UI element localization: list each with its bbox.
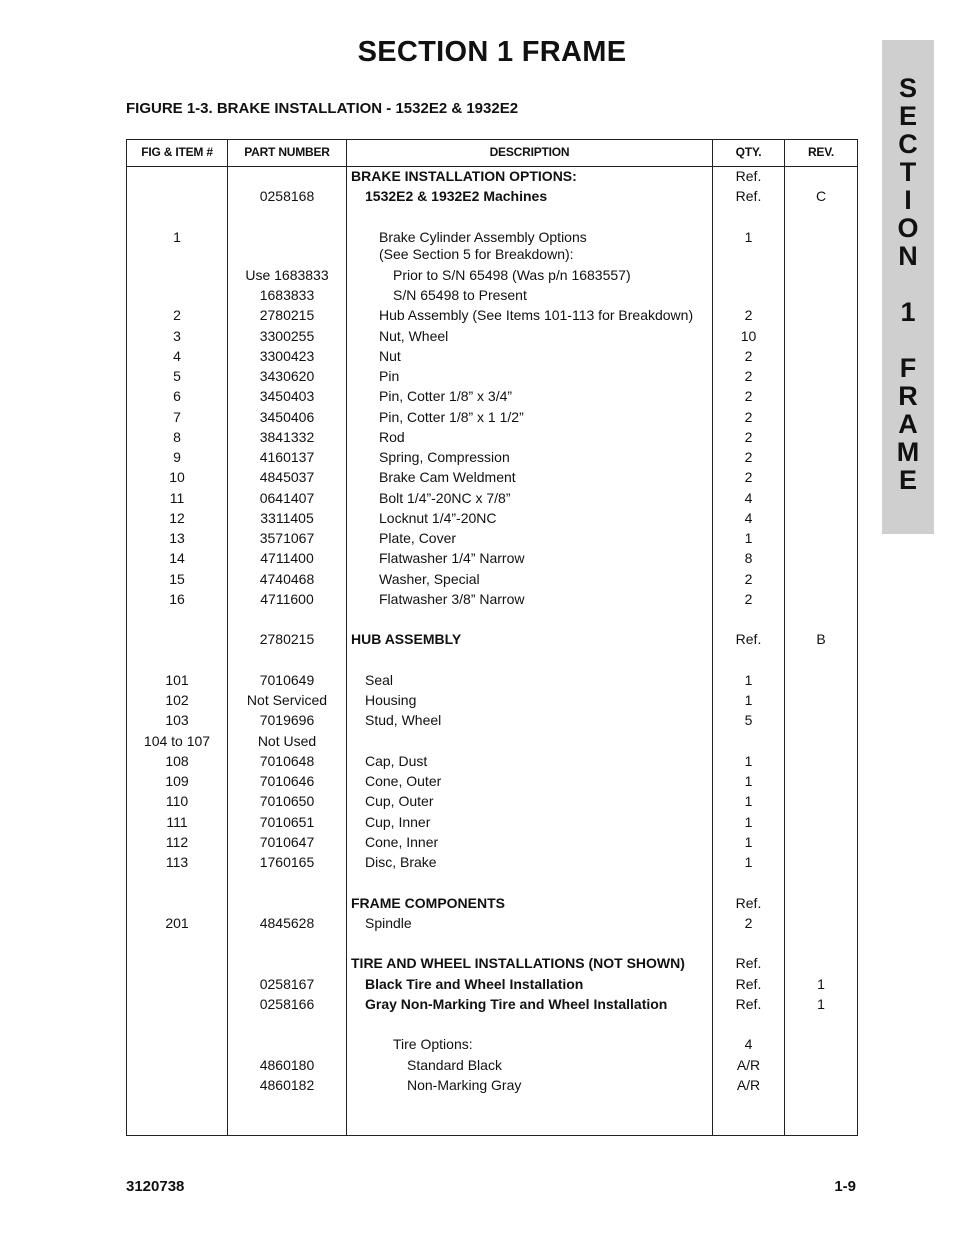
fig-item-cell: 113: [165, 854, 189, 870]
fig-item-cell: 112: [165, 833, 189, 850]
fig-item-cell: 11: [169, 489, 185, 506]
rev-cell: 1: [817, 975, 825, 992]
description-cell: [351, 490, 739, 507]
table-row: [127, 549, 857, 569]
part-number-cell: 0258167: [259, 975, 315, 992]
description-text: FRAME COMPONENTS: [351, 894, 505, 911]
description-text: Cup, Inner: [365, 813, 431, 830]
description-cell: [351, 631, 711, 648]
description-cell: [351, 1057, 767, 1074]
table-row: [127, 1035, 857, 1055]
rev-cell: 1: [817, 995, 825, 1012]
page-number: 1-9: [834, 1178, 856, 1195]
fig-item-cell: 1: [173, 228, 181, 245]
table-row: [127, 752, 857, 772]
side-tab-letter: [882, 326, 934, 354]
fig-item-cell: 2: [173, 307, 181, 324]
qty-cell: 2: [744, 347, 753, 364]
qty-cell: 2: [744, 408, 753, 425]
part-number-cell: 7010649: [259, 671, 315, 688]
fig-item-cell: 101: [165, 671, 189, 688]
side-tab-letter: F: [899, 353, 917, 383]
qty-cell: Ref.: [735, 894, 762, 911]
parts-table: [126, 139, 858, 1136]
header-qty: QTY.: [735, 145, 762, 159]
description-text: Seal: [365, 671, 394, 688]
side-tab-letter: M: [896, 437, 920, 467]
description-text: Spring, Compression: [379, 449, 510, 465]
description-text: Nut: [379, 347, 401, 364]
part-number-cell: 7010648: [259, 752, 315, 769]
description-text: Washer, Special: [379, 570, 480, 587]
description-cell: [351, 976, 725, 993]
qty-cell: A/R: [736, 1076, 761, 1093]
part-number-cell: 2780215: [259, 307, 315, 324]
description-text: Brake Cylinder Assembly Options: [379, 228, 587, 245]
description-cell: [351, 348, 739, 365]
description-text: Tire Options:: [393, 1036, 473, 1053]
side-tab-letter: O: [897, 213, 919, 243]
figure-title: FIGURE 1-3. BRAKE INSTALLATION - 1532E2 & 1932E2: [126, 100, 519, 117]
description-text: TIRE AND WHEEL INSTALLATIONS (NOT SHOWN): [351, 955, 685, 972]
table-spacer-row: [127, 610, 857, 630]
qty-cell: Ref.: [735, 168, 762, 184]
part-number-cell: 4740468: [259, 570, 315, 587]
description-text: Standard Black: [407, 1056, 502, 1073]
side-tab-letter: C: [898, 129, 918, 159]
side-tab-letter: 1: [900, 297, 916, 327]
part-number-cell: Not Serviced: [246, 692, 328, 708]
table-row: [127, 813, 857, 833]
description-cell: [351, 530, 739, 547]
table-row: [127, 529, 857, 549]
part-number-cell: 3571067: [259, 530, 315, 546]
qty-cell: 2: [744, 428, 753, 445]
qty-cell: 1: [744, 793, 753, 810]
description-cell: [351, 814, 725, 831]
part-number-cell: 4860182: [259, 1076, 315, 1093]
fig-item-cell: 104 to 107: [143, 732, 211, 749]
description-text: Spindle: [365, 914, 412, 931]
qty-cell: 2: [744, 570, 753, 587]
fig-item-cell: 7: [173, 408, 181, 425]
part-number-cell: 0641407: [259, 489, 315, 506]
description-cell: [351, 550, 739, 567]
table-row: [127, 914, 857, 934]
fig-item-cell: 6: [173, 388, 181, 405]
qty-cell: 4: [744, 489, 753, 506]
description-cell: [351, 1077, 767, 1094]
qty-cell: A/R: [736, 1056, 761, 1073]
table-body: [127, 167, 857, 1096]
description-cell: [351, 571, 739, 588]
description-text: Gray Non-Marking Tire and Wheel Installation: [365, 995, 668, 1012]
side-tab-letter: S: [898, 73, 917, 103]
fig-item-cell: 16: [169, 590, 185, 607]
qty-cell: 5: [744, 712, 753, 729]
part-number-cell: 4160137: [259, 449, 315, 465]
qty-cell: 2: [744, 914, 753, 931]
table-row: [127, 570, 857, 590]
description-cell: [351, 773, 725, 790]
fig-item-cell: 10: [169, 469, 185, 486]
table-row: [127, 691, 857, 711]
part-number-cell: 1760165: [259, 854, 315, 870]
fig-item-cell: 12: [169, 509, 185, 526]
table-spacer-row: [127, 934, 857, 954]
description-cell: [351, 449, 739, 466]
part-number-cell: 7010650: [259, 793, 315, 810]
qty-cell: Ref.: [735, 995, 762, 1012]
table-row: [127, 367, 857, 387]
table-spacer-row: [127, 873, 857, 893]
qty-cell: 1: [744, 671, 753, 688]
table-row: [127, 671, 857, 691]
fig-item-cell: 8: [173, 428, 181, 445]
fig-item-cell: 110: [165, 793, 189, 810]
description-text: Pin, Cotter 1/8” x 3/4”: [379, 388, 513, 405]
qty-cell: Ref.: [735, 975, 762, 992]
table-row: [127, 327, 857, 347]
description-cell: [351, 409, 739, 426]
qty-cell: 2: [744, 449, 753, 465]
part-number-cell: 3311405: [260, 509, 314, 526]
side-tab-letter: A: [898, 409, 918, 439]
part-number-cell: 2780215: [259, 631, 315, 648]
qty-cell: 8: [744, 550, 753, 567]
description-text: Pin: [379, 368, 400, 384]
table-row: [127, 853, 857, 873]
part-number-cell: 3450403: [259, 388, 315, 405]
description-cell: [351, 895, 711, 912]
description-cell: [351, 368, 739, 385]
rev-cell: C: [815, 188, 827, 205]
table-row: [127, 187, 857, 207]
table-spacer-row: [127, 651, 857, 671]
part-number-cell: 4845037: [259, 469, 315, 486]
description-text: Nut, Wheel: [379, 327, 449, 344]
header-part-number: PART NUMBER: [244, 145, 330, 159]
qty-cell: 2: [744, 388, 753, 405]
header-fig-item: FIG & ITEM #: [141, 145, 213, 159]
qty-cell: 1: [744, 530, 753, 546]
side-tab-letter: N: [898, 241, 918, 271]
fig-item-cell: 108: [165, 752, 189, 769]
section-title: SECTION 1 FRAME: [357, 36, 627, 68]
part-number-cell: 7010651: [259, 813, 315, 830]
description-text-line2: (See Section 5 for Breakdown):: [379, 245, 574, 262]
table-row: [127, 894, 857, 914]
qty-cell: Ref.: [735, 955, 762, 972]
side-tab-letter: E: [898, 465, 917, 495]
qty-cell: 1: [744, 228, 753, 245]
description-text: BRAKE INSTALLATION OPTIONS:: [351, 168, 577, 184]
side-tab-letter: [882, 270, 934, 298]
part-number-cell: 4711600: [260, 590, 314, 607]
description-text: Black Tire and Wheel Installation: [365, 975, 584, 992]
description-cell: [351, 287, 753, 304]
header-rev: REV.: [807, 145, 835, 159]
qty-cell: 2: [744, 307, 753, 324]
description-cell: [351, 188, 725, 205]
table-row: [127, 489, 857, 509]
part-number-cell: Not Used: [257, 732, 317, 749]
table-row: [127, 468, 857, 488]
fig-item-cell: 201: [165, 914, 189, 931]
fig-item-cell: 9: [173, 449, 181, 465]
table-row: [127, 448, 857, 468]
description-text: Locknut 1/4”-20NC: [379, 509, 497, 526]
table-row: [127, 408, 857, 428]
description-cell: [351, 996, 725, 1013]
fig-item-cell: 4: [173, 347, 181, 364]
description-text: Flatwasher 3/8” Narrow: [379, 590, 525, 607]
description-cell: [351, 854, 725, 871]
fig-item-cell: 5: [173, 368, 181, 384]
table-row: [127, 772, 857, 792]
description-text: Brake Cam Weldment: [379, 469, 516, 486]
description-text: Disc, Brake: [365, 854, 437, 870]
side-tab-letters: [882, 74, 934, 494]
description-cell: [351, 955, 711, 972]
description-cell: [351, 672, 725, 689]
table-row: [127, 792, 857, 812]
qty-cell: 1: [744, 773, 753, 789]
table-row: [127, 1056, 857, 1076]
description-text: Housing: [365, 692, 417, 708]
description-cell: [351, 834, 725, 851]
qty-cell: 10: [740, 327, 757, 344]
fig-item-cell: 103: [165, 712, 189, 729]
fig-item-cell: 13: [169, 530, 185, 546]
rev-cell: B: [816, 631, 826, 648]
qty-cell: 2: [744, 368, 753, 384]
table-row: [127, 590, 857, 610]
qty-cell: 2: [744, 469, 753, 486]
part-number-cell: 7010647: [259, 833, 315, 850]
qty-cell: 1: [744, 813, 753, 830]
fig-item-cell: 102: [165, 692, 189, 708]
part-number-cell: Use 1683833: [245, 266, 329, 283]
table-row: [127, 509, 857, 529]
description-cell: [351, 429, 739, 446]
part-number-cell: 3300255: [259, 327, 315, 344]
side-tab-letter: R: [898, 381, 918, 411]
fig-item-cell: 109: [165, 773, 189, 789]
qty-cell: 4: [744, 1036, 753, 1053]
part-number-cell: 7019696: [259, 712, 315, 729]
part-number-cell: 7010646: [259, 773, 315, 789]
fig-item-cell: 3: [173, 327, 181, 344]
qty-cell: 1: [744, 692, 753, 708]
table-row: [127, 630, 857, 650]
description-text: HUB ASSEMBLY: [351, 631, 462, 648]
table-row: [127, 228, 857, 266]
qty-cell: 1: [744, 833, 753, 850]
description-text: S/N 65498 to Present: [393, 287, 527, 303]
part-number-cell: 1683833: [259, 287, 315, 303]
description-cell: [351, 712, 725, 729]
description-cell: [351, 328, 739, 345]
table-row: [127, 428, 857, 448]
part-number-cell: 3300423: [259, 347, 315, 364]
qty-cell: Ref.: [735, 631, 762, 648]
table-row: [127, 167, 857, 187]
part-number-cell: 0258166: [259, 995, 315, 1012]
fig-item-cell: 15: [169, 570, 185, 587]
description-text: Plate, Cover: [379, 530, 457, 546]
description-cell: [351, 168, 711, 185]
description-text: Flatwasher 1/4” Narrow: [379, 550, 525, 567]
table-row: [127, 306, 857, 326]
description-text: Cone, Inner: [365, 833, 439, 850]
description-text: Rod: [379, 428, 405, 445]
description-text: Non-Marking Gray: [407, 1076, 522, 1093]
part-number-cell: 3430620: [259, 368, 315, 384]
part-number-cell: 3450406: [259, 408, 315, 425]
description-text: 1532E2 & 1932E2 Machines: [365, 188, 548, 205]
description-cell: [351, 591, 739, 608]
qty-cell: 1: [744, 752, 753, 769]
table-spacer-row: [127, 208, 857, 228]
description-cell: [351, 510, 739, 527]
description-cell: [351, 267, 753, 284]
fig-item-cell: 14: [169, 550, 185, 567]
part-number-cell: 0258168: [259, 188, 315, 205]
description-text: Prior to S/N 65498 (Was p/n 1683557): [393, 266, 631, 283]
side-tab-letter: E: [898, 101, 917, 131]
header-description: DESCRIPTION: [489, 145, 570, 159]
side-tab-letter: T: [899, 157, 917, 187]
document-number: 3120738: [126, 1178, 185, 1195]
table-spacer-row: [127, 1015, 857, 1035]
part-number-cell: 4845628: [259, 914, 315, 931]
description-text: Hub Assembly (See Items 101-113 for Breakdown): [379, 307, 694, 324]
description-cell: [351, 915, 725, 932]
description-cell: [351, 307, 739, 324]
table-row: [127, 286, 857, 306]
qty-cell: 4: [744, 509, 753, 526]
table-row: [127, 387, 857, 407]
description-cell: [351, 469, 739, 486]
table-row: [127, 1076, 857, 1096]
description-text: Cup, Outer: [365, 793, 434, 810]
table-row: [127, 833, 857, 853]
table-row: [127, 975, 857, 995]
fig-item-cell: 111: [166, 813, 188, 830]
description-cell: [351, 793, 725, 810]
section-side-tab: [882, 40, 934, 534]
table-row: [127, 266, 857, 286]
table-row: [127, 711, 857, 731]
part-number-cell: 4860180: [259, 1056, 315, 1073]
description-text: Cap, Dust: [365, 752, 428, 769]
description-cell: [351, 1036, 753, 1053]
description-cell: [351, 753, 725, 770]
description-text: Pin, Cotter 1/8” x 1 1/2”: [379, 408, 524, 425]
description-cell: [351, 388, 739, 405]
description-text: Bolt 1/4”-20NC x 7/8”: [379, 489, 511, 506]
description-text: Cone, Outer: [365, 773, 442, 789]
table-row: [127, 954, 857, 974]
description-cell: [351, 229, 739, 263]
description-cell: [351, 692, 725, 709]
side-tab-letter: I: [904, 185, 912, 215]
qty-cell: 2: [744, 590, 753, 607]
table-row: [127, 995, 857, 1015]
qty-cell: 1: [744, 854, 753, 870]
part-number-cell: 3841332: [259, 428, 315, 445]
part-number-cell: 4711400: [260, 550, 314, 567]
table-row: [127, 347, 857, 367]
table-row: [127, 732, 857, 752]
description-text: Stud, Wheel: [365, 712, 442, 729]
qty-cell: Ref.: [735, 188, 762, 205]
